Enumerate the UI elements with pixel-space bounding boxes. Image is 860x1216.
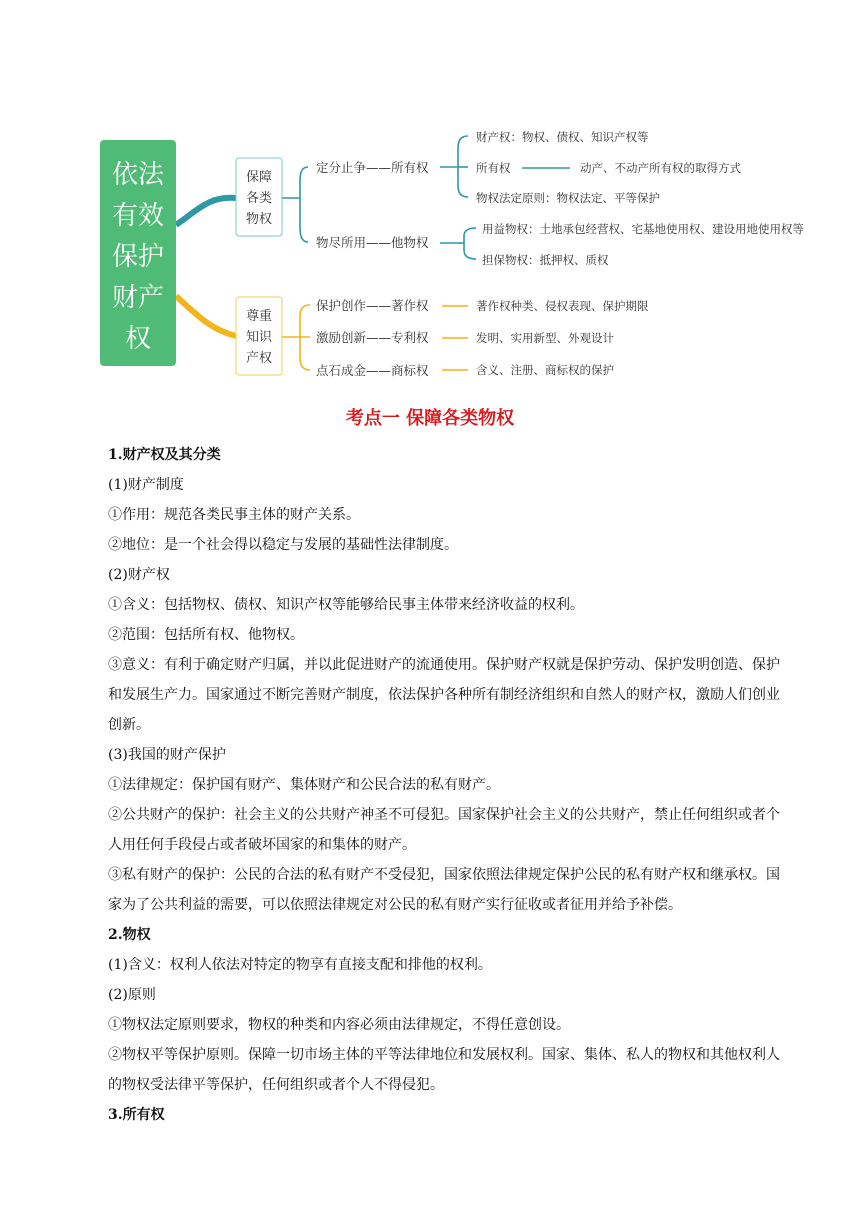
branch1-line-1: 保障 [245,170,273,185]
paragraph: ③意义：有利于确定财产归属，并以此促进财产的流通使用。保护财产权就是保护劳动、保护发明创造、保护和发展生产力。国家通过不断完善财产制度，依法保护各种所有制经济组织和自然人的财产权，激励人们创业创新。 [108,657,780,733]
branch1-line-3: 物权 [245,212,273,227]
paragraph: (2)原则 [108,987,156,1003]
paragraph: ②公共财产的保护：社会主义的公共财产神圣不可侵犯。国家保护社会主义的公共财产，禁止任何组织或者个人用任何手段侵占或者破坏国家的和集体的财产。 [108,807,780,853]
branch2-detail-1: 著作权种类、侵权表现、保护期限 [476,299,649,313]
node-b-child-1: 用益物权：土地承包经营权、宅基地使用权、建设用地使用权等 [482,222,804,236]
node-b-bracket [464,228,476,259]
root-line-5: 权 [124,324,152,354]
paragraph: ①作用：规范各类民事主体的财产关系。 [108,507,360,523]
node-a-child-1: 财产权：物权、债权、知识产权等 [476,130,649,144]
branch2-line-2: 知识 [245,330,273,345]
branch2-line-3: 产权 [245,351,273,366]
paragraph: (3)我国的财产保护 [108,747,226,763]
branch1-connector [176,198,236,225]
node-a: 定分止争——所有权 [316,160,429,175]
branch2-detail-2: 发明、实用新型、外观设计 [476,331,614,345]
branch2-item-1: 保护创作——著作权 [316,298,429,313]
node-b-child-2: 担保物权：抵押权、质权 [482,253,609,267]
mind-map [0,0,860,390]
root-line-2: 有效 [111,201,165,231]
section-subheading: 1.财产权及其分类 [108,447,221,463]
paragraph: ②范围：包括所有权、他物权。 [108,627,304,643]
paragraph: ②地位：是一个社会得以稳定与发展的基础性法律制度。 [108,537,458,553]
document-body [108,440,784,1130]
branch2-line-1: 尊重 [245,309,273,324]
node-a-child-2: 所有权 [476,161,511,175]
node-a-child-2-detail: 动产、不动产所有权的取得方式 [580,161,741,175]
paragraph: ②物权平等保护原则。保障一切市场主体的平等法律地位和发展权利。国家、集体、私人的物权和其他权利人的物权受法律平等保护，任何组织或者个人不得侵犯。 [108,1047,780,1093]
section-subheading: 2.物权 [108,927,151,943]
root-line-4: 财产 [111,283,165,313]
branch2-item-3: 点石成金——商标权 [316,363,429,378]
paragraph: ①含义：包括物权、债权、知识产权等能够给民事主体带来经济收益的权利。 [108,597,584,613]
paragraph: ③私有财产的保护：公民的合法的私有财产不受侵犯，国家依照法律规定保护公民的私有财产权和继承权。国家为了公共利益的需要，可以依照法律规定对公民的私有财产实行征收或者征用并给予补偿。 [108,867,780,913]
paragraph: (1)含义：权利人依法对特定的物享有直接支配和排他的权利。 [108,957,492,973]
paragraph: ①法律规定：保护国有财产、集体财产和公民合法的私有财产。 [108,777,500,793]
branch1-line-2: 各类 [245,191,273,206]
paragraph: (1)财产制度 [108,477,184,493]
branch2-connector [176,296,236,336]
paragraph: ①物权法定原则要求，物权的种类和内容必须由法律规定，不得任意创设。 [108,1017,570,1033]
section-subheading: 3.所有权 [108,1107,165,1123]
node-b: 物尽所用——他物权 [316,235,429,250]
paragraph: (2)财产权 [108,567,170,583]
section-heading: 考点一 保障各类物权 [345,408,515,429]
node-a-child-3: 物权法定原则：物权法定、平等保护 [476,191,660,205]
root-line-1: 依法 [111,160,165,190]
root-line-3: 保护 [111,242,165,272]
branch2-item-2: 激励创新——专利权 [316,330,429,345]
branch1-bracket [300,167,308,242]
branch2-detail-3: 含义、注册、商标权的保护 [476,363,614,377]
